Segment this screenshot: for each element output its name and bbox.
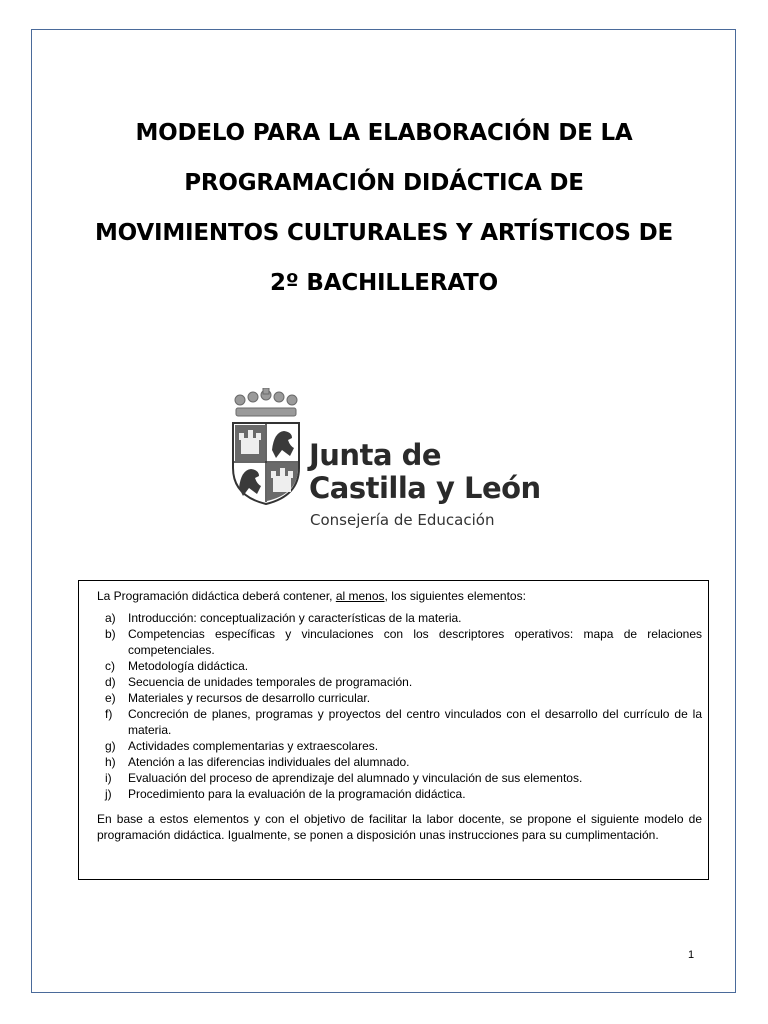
list-item-text: Competencias específicas y vinculaciones con los descriptores operativos: mapa de relaciones competenciales. (128, 627, 702, 657)
list-item (97, 674, 702, 690)
list-item (97, 658, 702, 674)
list-marker: i) (105, 771, 112, 785)
list-item-text: Metodología didáctica. (128, 659, 249, 673)
intro-text: La Programación didáctica deberá contener, (97, 589, 336, 603)
list-marker: c) (105, 659, 115, 673)
list-marker: a) (105, 611, 116, 625)
list-item (97, 610, 702, 626)
elements-list (97, 610, 702, 802)
list-item (97, 754, 702, 770)
title-line: MOVIMIENTOS CULTURALES Y ARTÍSTICOS DE (94, 220, 674, 246)
list-marker: b) (105, 627, 116, 641)
logo-text-consejeria: Consejería de Educación (310, 511, 495, 529)
list-marker: f) (105, 707, 113, 721)
page-number: 1 (688, 949, 695, 961)
list-marker: d) (105, 675, 116, 689)
list-item-text: Concreción de planes, programas y proyectos del centro vinculados con el desarrollo del currículo de la materia. (128, 707, 702, 737)
list-item-text: Procedimiento para la evaluación de la programación didáctica. (128, 787, 466, 801)
list-item-text: Atención a las diferencias individuales del alumnado. (128, 755, 410, 769)
contents-box (78, 580, 709, 880)
title-line: PROGRAMACIÓN DIDÁCTICA DE (184, 170, 584, 196)
list-item (97, 690, 702, 706)
logo-text-junta: Junta de (309, 438, 442, 472)
list-item-text: Secuencia de unidades temporales de programación. (128, 675, 413, 689)
list-item-text: Introducción: conceptualización y características de la materia. (128, 611, 462, 625)
title-line: MODELO PARA LA ELABORACIÓN DE LA (135, 120, 633, 146)
list-item (97, 786, 702, 802)
list-marker: g) (105, 739, 116, 753)
box-intro (97, 588, 702, 604)
box-closing-paragraph: En base a estos elementos y con el objetivo de facilitar la labor docente, se propone el siguiente modelo de programación didáctica. Igualmente, se ponen a disposición unas instrucciones para su cumplimentación. (97, 812, 702, 842)
document-title (60, 108, 708, 308)
junta-castilla-leon-logo (226, 388, 566, 538)
list-item-text: Materiales y recursos de desarrollo curricular. (128, 691, 371, 705)
title-line: 2º BACHILLERATO (270, 270, 498, 296)
list-item-text: Actividades complementarias y extraescolares. (128, 739, 379, 753)
list-marker: j) (105, 787, 112, 801)
list-item (97, 626, 702, 658)
list-item (97, 770, 702, 786)
list-item (97, 706, 702, 738)
intro-text-end: , los siguientes elementos: (384, 589, 526, 603)
logo-text-castilla: Castilla y León (309, 471, 541, 505)
list-item (97, 738, 702, 754)
list-marker: e) (105, 691, 116, 705)
list-marker: h) (105, 755, 116, 769)
intro-underlined: al menos (335, 589, 385, 603)
list-item-text: Evaluación del proceso de aprendizaje del alumnado y vinculación de sus elementos. (128, 771, 583, 785)
castilla-leon-coat-of-arms-icon (226, 388, 306, 508)
